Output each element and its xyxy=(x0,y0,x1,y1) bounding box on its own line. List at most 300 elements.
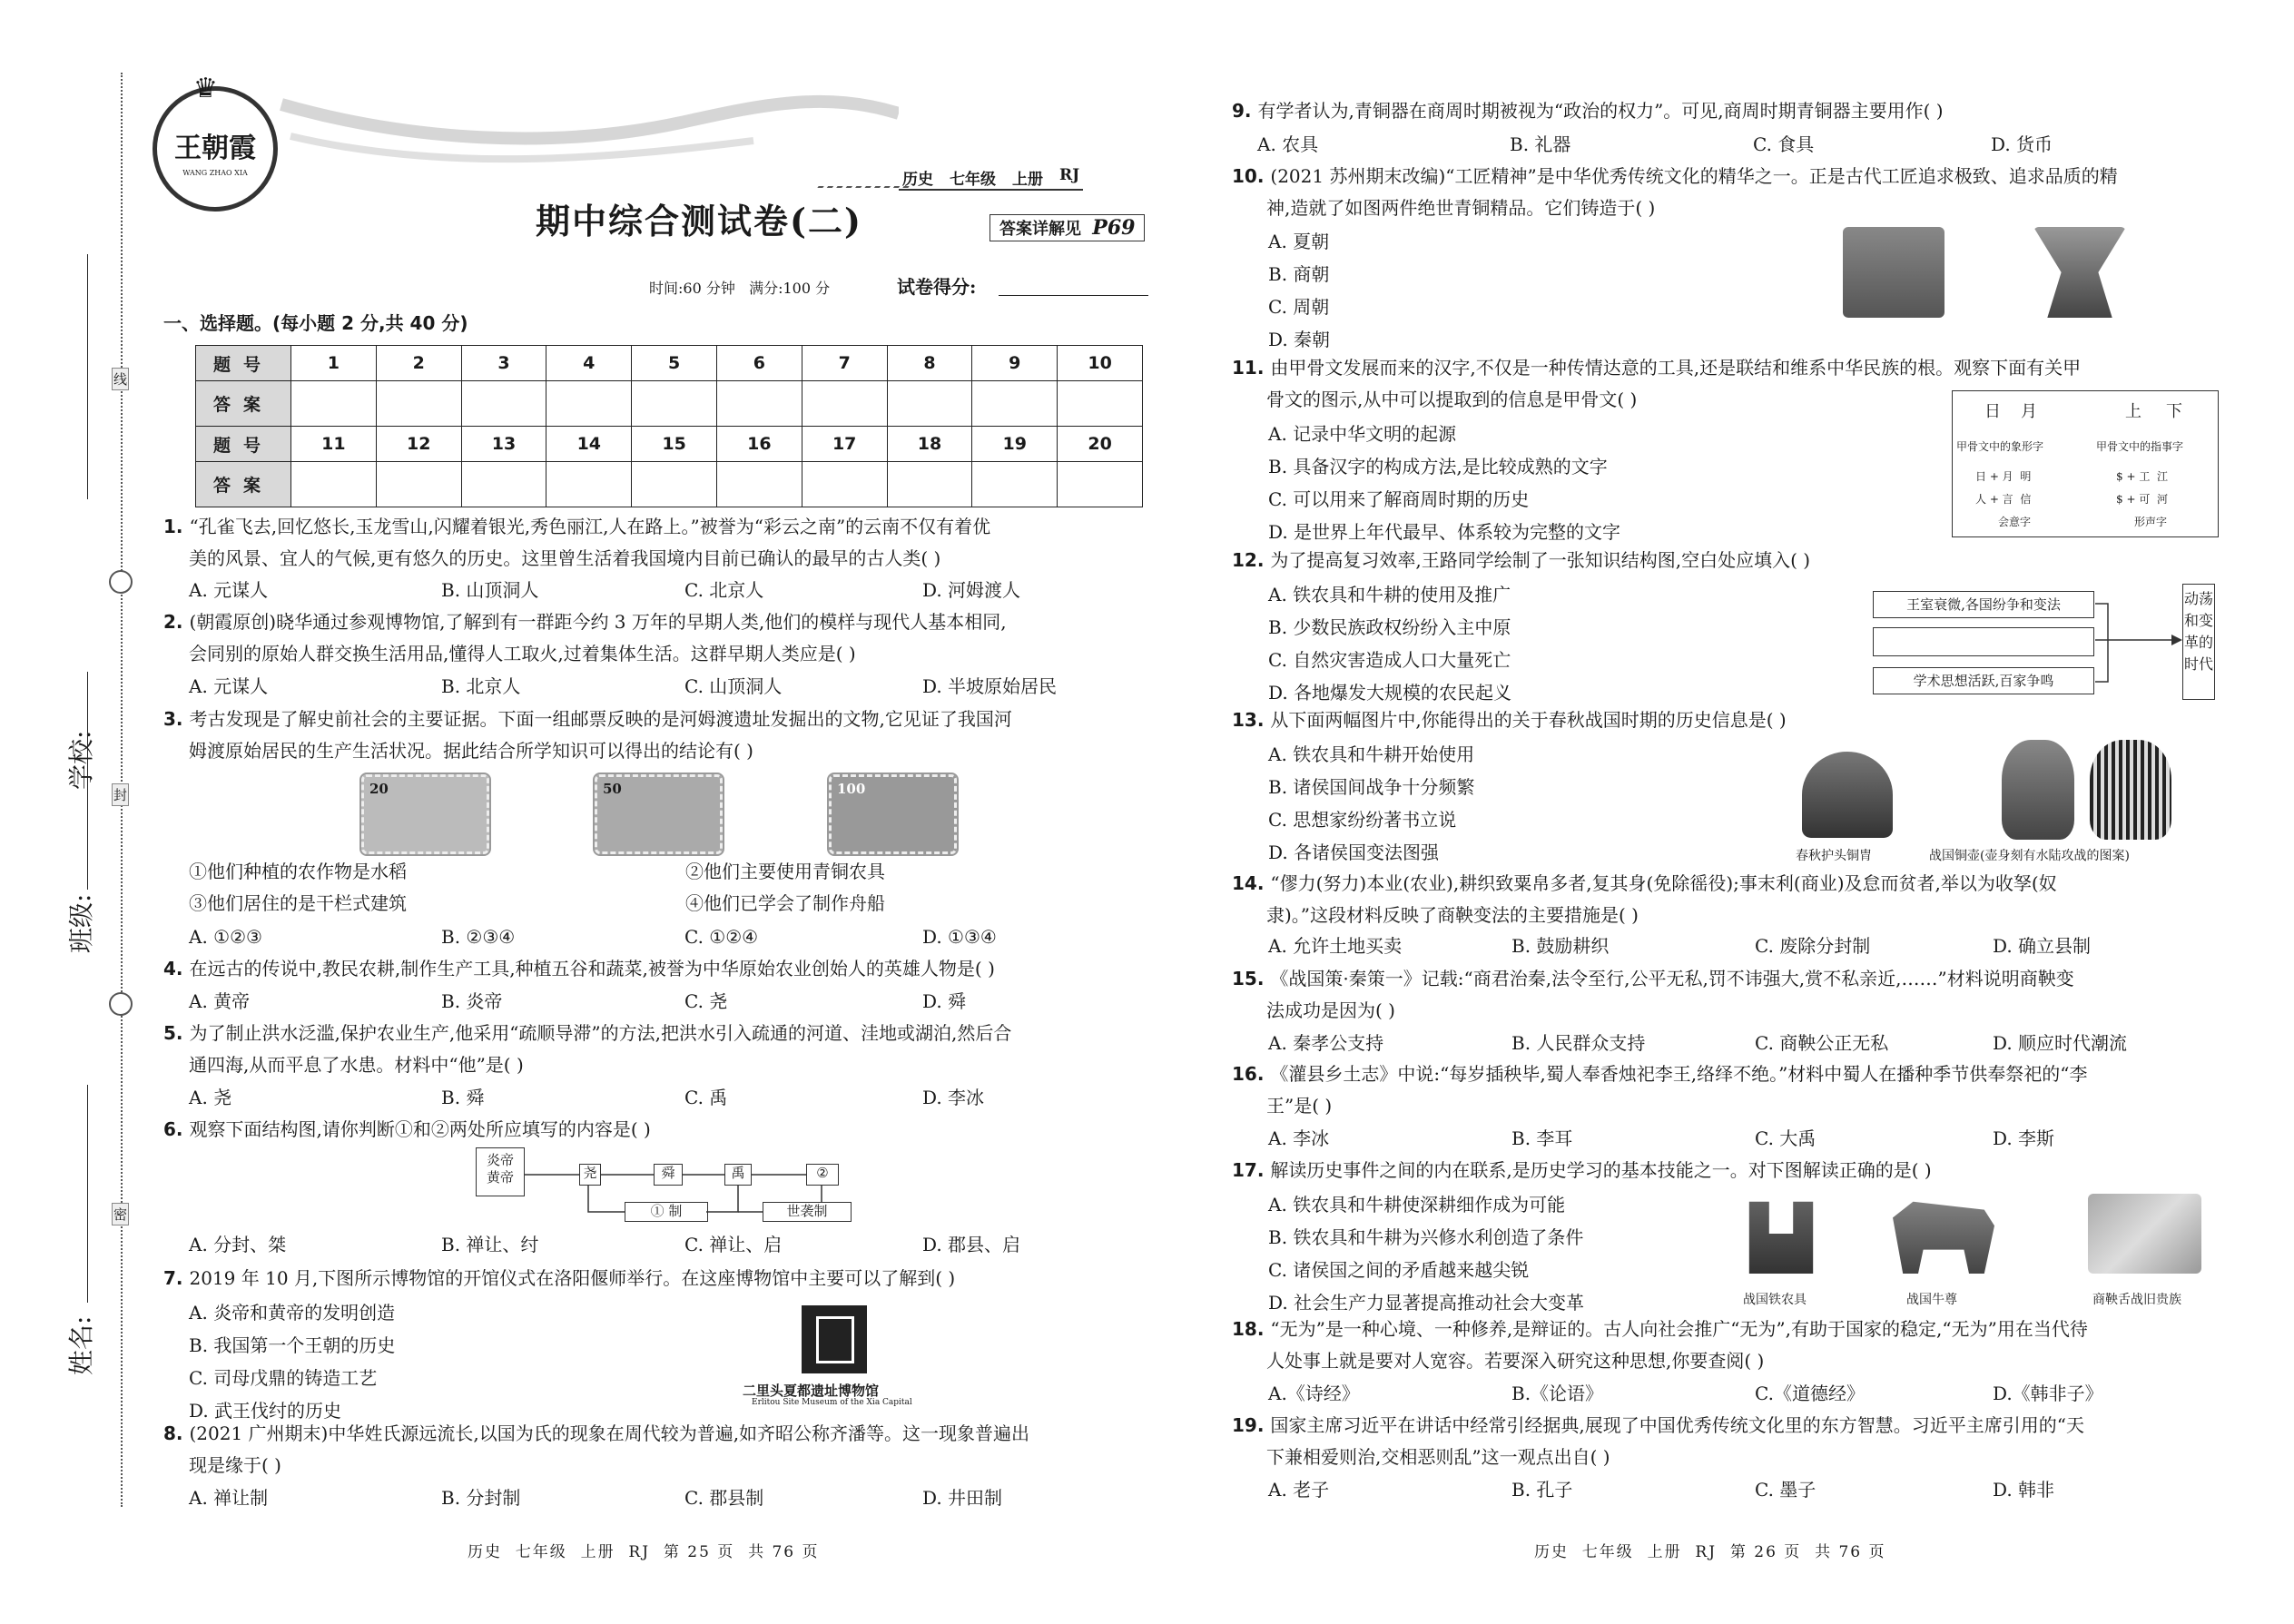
option-d[interactable]: D. 李冰 xyxy=(922,1087,985,1108)
header-ribbon xyxy=(172,86,899,172)
option-d[interactable]: D. 半坡原始居民 xyxy=(922,675,1058,697)
option-a[interactable]: A. 黄帝 xyxy=(189,990,251,1012)
option-d[interactable]: D. ①③④ xyxy=(922,926,997,948)
question-10-text-1: (2021 苏州期末改编)“工匠精神”是中华优秀传统文化的精华之一。正是古代工匠追求极致、追求品质的精 xyxy=(1270,165,2118,187)
binding-mark-mi: 密 xyxy=(112,1203,129,1225)
question-15-text-2: 法成功是因为( ) xyxy=(1266,999,1395,1021)
option-b[interactable]: B. 北京人 xyxy=(441,675,521,697)
diagram-huangdi: 黄帝 xyxy=(486,1168,514,1186)
bronze-zun-image xyxy=(2033,227,2126,318)
stamp-image-3 xyxy=(829,774,957,854)
question-14-text-2: 隶)。”这段材料反映了商鞅变法的主要措施是( ) xyxy=(1266,904,1639,926)
question-number: 13. xyxy=(1232,709,1271,731)
grid-num: 13 xyxy=(461,427,546,462)
answer-cell[interactable] xyxy=(972,381,1058,427)
crown-icon: ♛ xyxy=(193,73,218,104)
option-b[interactable]: B. 人民群众支持 xyxy=(1511,1032,1646,1054)
option-b[interactable]: B. 山顶洞人 xyxy=(441,579,539,601)
question-2-text-2: 会同别的原始人群交换生活用品,懂得人工取火,过着集体生活。这群早期人类应是( ) xyxy=(189,643,856,664)
option-a[interactable]: A. 记录中华文明的起源 xyxy=(1268,423,1457,445)
binding-ring-1 xyxy=(109,570,133,594)
question-5-options xyxy=(189,1083,984,1112)
brand-logo xyxy=(153,73,278,212)
grid-header-ans: 答案 xyxy=(196,462,291,507)
grid-num: 3 xyxy=(461,346,546,381)
option-a[interactable]: A. 禅让制 xyxy=(189,1487,269,1509)
question-7-options xyxy=(189,1296,395,1427)
question-15-text-1: 《战国策·秦策一》记载:“商君治秦,法令至行,公平无私,罚不讳强大,赏不私亲近,……”材料说明商鞅变 xyxy=(1270,968,2074,989)
subject-tags xyxy=(899,166,1083,191)
grid-row-ans-a xyxy=(196,381,1143,427)
question-9 xyxy=(1232,95,1944,127)
question-5-text-1: 为了制止洪水泛滥,保护农业生产,他采用“疏顺导滞”的方法,把洪水引入疏通的河道、洼地或湖泊,然后合 xyxy=(189,1022,1012,1044)
answer-cell[interactable] xyxy=(802,381,887,427)
stamp-image-2 xyxy=(595,774,723,854)
grid-num: 6 xyxy=(716,346,802,381)
grid-header-num: 题号 xyxy=(196,346,291,381)
oracle-jiang: $ + 工 江 xyxy=(2116,470,2168,483)
question-19-text-2: 下兼相爱则治,交相恶则乱”这一观点出自( ) xyxy=(1266,1446,1610,1468)
option-a[interactable]: A. ①②③ xyxy=(189,926,262,948)
name-underline xyxy=(87,1085,88,1303)
option-b[interactable]: B. 具备汉字的构成方法,是比较成熟的文字 xyxy=(1268,456,1608,477)
footer-right: 历史 七年级 上册 RJ 第 26 页 共 76 页 xyxy=(1534,1543,1886,1561)
tag-grade: 七年级 xyxy=(950,171,996,189)
option-a[interactable]: A. 老子 xyxy=(1268,1479,1330,1501)
diagram-box-blank-1: ① 制 xyxy=(625,1202,708,1222)
question-3-statement-1: ①他们种植的农作物是水稻 xyxy=(189,861,407,882)
diagram-box-shun: 舜 xyxy=(654,1164,683,1186)
option-c[interactable]: C. 禹 xyxy=(684,1087,728,1108)
option-a[interactable]: A. 秦孝公支持 xyxy=(1268,1032,1384,1054)
diagram-box-yandi-huangdi xyxy=(476,1147,525,1196)
debate-painting-image xyxy=(2088,1194,2201,1274)
school-label: 学校: xyxy=(66,730,96,790)
grid-num: 9 xyxy=(972,346,1058,381)
grid-num: 5 xyxy=(632,346,717,381)
question-number: 3. xyxy=(163,708,190,730)
question-14 xyxy=(1232,868,2057,931)
option-b[interactable]: B. 少数民族政权纷纷入主中原 xyxy=(1268,616,1511,638)
question-1-options xyxy=(189,576,1020,605)
question-13-text-1: 从下面两幅图片中,你能得出的关于春秋战国时期的历史信息是( ) xyxy=(1270,709,1787,731)
option-d[interactable]: D. 武王伐纣的历史 xyxy=(189,1400,342,1422)
question-3-statement-3: ③他们居住的是干栏式建筑 xyxy=(189,892,407,914)
question-10-options xyxy=(1268,225,1330,356)
question-2 xyxy=(163,606,1007,670)
answer-ref-text: 答案详解见 xyxy=(999,220,1081,239)
museum-logo-glyph xyxy=(816,1316,854,1363)
option-d[interactable]: D. 郡县、启 xyxy=(922,1234,1021,1255)
option-c[interactable]: C. 周朝 xyxy=(1268,296,1330,318)
question-number: 10. xyxy=(1232,165,1271,187)
option-d[interactable]: D. 各诸侯国变法图强 xyxy=(1268,842,1440,863)
pot-caption: 战国铜壶(壶身刻有水陆攻战的图案) xyxy=(1929,849,2130,863)
question-3-text-1: 考古发现是了解史前社会的主要证据。下面一组邮票反映的是河姆渡遗址发掘出的文物,它见证了我国河 xyxy=(189,708,1012,730)
diagram-yandi: 炎帝 xyxy=(486,1152,514,1168)
diagram-box-shixi: 世袭制 xyxy=(763,1202,852,1222)
question-6-text-1: 观察下面结构图,请你判断①和②两处所应填写的内容是( ) xyxy=(189,1118,651,1140)
binding-ring-2 xyxy=(109,992,133,1016)
grid-num: 1 xyxy=(291,346,377,381)
question-18-text-2: 人处事上就是要对人宽容。若要深入研究这种思想,你要查阅( ) xyxy=(1266,1350,1765,1372)
question-number: 5. xyxy=(163,1022,190,1044)
binding-mark-xian: 线 xyxy=(112,368,129,390)
option-d[interactable]: D. 舜 xyxy=(922,990,967,1012)
option-c[interactable]: C. 大禹 xyxy=(1755,1127,1816,1149)
option-c[interactable]: C. 禅让、启 xyxy=(684,1234,783,1255)
question-4-options xyxy=(189,987,966,1016)
option-d[interactable]: D. 河姆渡人 xyxy=(922,579,1021,601)
option-b[interactable]: B. 我国第一个王朝的历史 xyxy=(189,1334,396,1356)
oracle-he: $ + 可 河 xyxy=(2116,493,2168,506)
option-c[interactable]: C. 商鞅公正无私 xyxy=(1755,1032,1889,1054)
question-8-text-2: 现是缘于( ) xyxy=(189,1454,281,1476)
answer-cell[interactable] xyxy=(802,462,887,507)
question-8 xyxy=(163,1418,1029,1481)
exam-meta: 时间:60 分钟 满分:100 分 xyxy=(649,280,831,297)
oracle-xin: 人 + 言 信 xyxy=(1975,493,2032,506)
tag-subject: 历史 xyxy=(902,171,933,189)
option-a[interactable]: A. 炎帝和黄帝的发明创造 xyxy=(189,1302,396,1324)
question-12-text-1: 为了提高复习效率,王路同学绘制了一张知识结构图,空白处应填入( ) xyxy=(1270,549,1811,571)
question-5-text-2: 通四海,从而平息了水患。材料中“他”是( ) xyxy=(189,1054,524,1076)
question-1 xyxy=(163,511,990,575)
question-number: 4. xyxy=(163,958,190,979)
option-c[interactable]: C.《道德经》 xyxy=(1755,1383,1865,1404)
answer-cell[interactable] xyxy=(546,462,632,507)
score-label: 试卷得分: xyxy=(897,276,977,298)
knowledge-box-blank[interactable] xyxy=(1873,627,2094,656)
question-number: 2. xyxy=(163,611,190,633)
option-c[interactable]: C. 墨子 xyxy=(1755,1479,1816,1501)
question-3-text-2: 姆渡原始居民的生产生活状况。据此结合所学知识可以得出的结论有( ) xyxy=(189,740,753,762)
option-a[interactable]: A. 允许土地买卖 xyxy=(1268,935,1403,957)
question-17-options xyxy=(1268,1188,1584,1319)
debate-caption: 商鞅舌战旧贵族 xyxy=(2092,1293,2181,1307)
oracle-down-icon: 下 xyxy=(2166,402,2182,421)
question-5 xyxy=(163,1018,1011,1081)
question-11-text-2: 骨文的图示,从中可以提取到的信息是甲骨文( ) xyxy=(1266,389,1638,410)
page-title: 期中综合测试卷(二) xyxy=(536,201,862,241)
answer-cell[interactable] xyxy=(291,462,377,507)
answer-cell[interactable] xyxy=(1058,381,1143,427)
question-16-options xyxy=(1268,1124,2054,1153)
tag-edition: RJ xyxy=(1059,166,1080,184)
option-d[interactable]: D. 各地爆发大规模的农民起义 xyxy=(1268,682,1512,704)
question-16-text-1: 《灌县乡土志》中说:“每岁插秧毕,蜀人奉香烛祀李王,络绎不绝。”材料中蜀人在播种季节供奉祭祀的“李 xyxy=(1270,1063,2088,1085)
oracle-ming: 日 + 月 明 xyxy=(1975,470,2032,483)
question-number: 16. xyxy=(1232,1063,1271,1085)
brand-text: 王朝霞 xyxy=(174,133,256,164)
option-b[interactable]: B. 诸侯国间战争十分频繁 xyxy=(1268,776,1475,798)
footer-left: 历史 七年级 上册 RJ 第 25 页 共 76 页 xyxy=(468,1543,820,1561)
answer-grid xyxy=(195,345,1143,507)
question-number: 6. xyxy=(163,1118,190,1140)
option-b[interactable]: B. 商朝 xyxy=(1268,263,1330,285)
iron-tool-caption: 战国铁农具 xyxy=(1743,1293,1807,1307)
option-c[interactable]: C. 司母戊鼎的铸造工艺 xyxy=(189,1367,378,1389)
question-3-statement-4: ④他们已学会了制作舟船 xyxy=(685,892,885,914)
school-field[interactable] xyxy=(62,254,98,790)
question-14-text-1: “僇力(努力)本业(农业),耕织致粟帛多者,复其身(免除徭役);事末利(商业)及怠而贫者,举以为收孥(奴 xyxy=(1270,872,2057,894)
question-6-options xyxy=(189,1230,1020,1259)
stamp-value: 100 xyxy=(837,781,866,797)
brand-sub: WANG ZHAO XIA xyxy=(182,169,248,177)
answer-cell[interactable] xyxy=(716,462,802,507)
oracle-bone-panel xyxy=(1952,390,2219,537)
question-number: 14. xyxy=(1232,872,1271,894)
question-13-options xyxy=(1268,738,1474,869)
question-7-text-1: 2019 年 10 月,下图所示博物馆的开馆仪式在洛阳偃师举行。在这座博物馆中主要可以了解到( ) xyxy=(189,1267,956,1289)
option-a[interactable]: A. 夏朝 xyxy=(1268,231,1330,252)
oracle-moon-icon: 月 xyxy=(2021,402,2037,421)
museum-logo xyxy=(802,1305,867,1373)
option-a[interactable]: A. 铁农具和牛耕开始使用 xyxy=(1268,743,1475,765)
option-d[interactable]: D. 是世界上年代最早、体系较为完整的文字 xyxy=(1268,521,1621,543)
option-d[interactable]: D. 社会生产力显著提高推动社会大变革 xyxy=(1268,1292,1585,1314)
answer-cell[interactable] xyxy=(291,381,377,427)
oracle-indicative-label: 甲骨文中的指事字 xyxy=(2096,440,2184,453)
option-b[interactable]: B. 铁农具和牛耕为兴修水利创造了条件 xyxy=(1268,1226,1584,1248)
grid-row-ans-b xyxy=(196,462,1143,507)
option-b[interactable]: B. 舜 xyxy=(441,1087,485,1108)
bronze-pot-pattern-image xyxy=(2090,740,2171,840)
question-2-options xyxy=(189,672,1057,701)
answer-cell[interactable] xyxy=(887,381,972,427)
oracle-pictograph-label: 甲骨文中的象形字 xyxy=(1956,440,2044,453)
question-14-options xyxy=(1268,931,2091,960)
option-c[interactable]: C. 诸侯国之间的矛盾越来越尖锐 xyxy=(1268,1259,1530,1281)
question-15-options xyxy=(1268,1029,2127,1058)
question-17-text-1: 解读历史事件之间的内在联系,是历史学习的基本技能之一。对下图解读正确的是( ) xyxy=(1270,1159,1932,1181)
diagram-box-yu: 禹 xyxy=(724,1164,752,1186)
question-16-text-2: 王”是( ) xyxy=(1266,1095,1333,1117)
stamp-image-1 xyxy=(361,774,489,854)
grid-num: 12 xyxy=(376,427,461,462)
answer-cell[interactable] xyxy=(546,381,632,427)
answer-cell[interactable] xyxy=(716,381,802,427)
grid-num: 10 xyxy=(1058,346,1143,381)
class-label: 班级: xyxy=(66,893,96,953)
question-9-options xyxy=(1257,130,2053,159)
option-d[interactable]: D. 确立县制 xyxy=(1993,935,2092,957)
answer-cell[interactable] xyxy=(632,381,717,427)
grid-num: 20 xyxy=(1058,427,1143,462)
answer-cell[interactable] xyxy=(972,462,1058,507)
question-1-text-2: 美的风景、宜人的气候,更有悠久的历史。这里曾生活着我国境内目前已确认的最早的古人类( ) xyxy=(189,547,941,569)
grid-num: 17 xyxy=(802,427,887,462)
grid-row-num-a xyxy=(196,346,1143,381)
stamp-value: 20 xyxy=(369,781,389,797)
option-b[interactable]: B.《论语》 xyxy=(1511,1383,1604,1404)
stamp-value: 50 xyxy=(603,781,622,797)
question-number: 15. xyxy=(1232,968,1271,989)
option-d[interactable]: D. 顺应时代潮流 xyxy=(1993,1032,2128,1054)
museum-name: 二里头夏都遗址博物馆 xyxy=(743,1383,880,1399)
question-12 xyxy=(1232,545,1810,576)
question-3-options xyxy=(189,922,997,951)
option-c[interactable]: C. 废除分封制 xyxy=(1755,935,1871,957)
answer-ref-page: P69 xyxy=(1092,216,1136,240)
question-6 xyxy=(163,1114,651,1146)
question-number: 12. xyxy=(1232,549,1271,571)
answer-ref-box xyxy=(989,214,1145,241)
school-underline xyxy=(87,254,88,499)
bronze-helmet-image xyxy=(1802,752,1893,838)
option-d[interactable]: D. 井田制 xyxy=(922,1487,1003,1509)
question-16 xyxy=(1232,1058,2088,1122)
binding-mark-feng: 封 xyxy=(112,783,129,806)
knowledge-result-box: 动荡和变革的时代 xyxy=(2182,584,2215,700)
question-number: 17. xyxy=(1232,1159,1271,1181)
tag-volume: 上册 xyxy=(1012,171,1043,189)
option-d[interactable]: D. 货币 xyxy=(1991,133,2053,155)
ox-zun-caption: 战国牛尊 xyxy=(1906,1293,1957,1307)
grid-header-ans: 答案 xyxy=(196,381,291,427)
question-19-options xyxy=(1268,1475,2054,1504)
diagram-box-blank-2: ② xyxy=(806,1164,839,1186)
question-1-text-1: “孔雀飞去,回忆悠长,玉龙雪山,闪耀着银光,秀色丽江,人在路上。”被誉为“彩云之南”的云南不仅有着优 xyxy=(189,516,991,537)
option-c[interactable]: C. 可以用来了解商周时期的历史 xyxy=(1268,488,1530,510)
option-a[interactable]: A.《诗经》 xyxy=(1268,1383,1360,1404)
question-10 xyxy=(1232,161,2118,224)
answer-cell[interactable] xyxy=(1058,462,1143,507)
question-number: 19. xyxy=(1232,1414,1271,1436)
question-9-text-1: 有学者认为,青铜器在商周时期被视为“政治的权力”。可见,商周时期青铜器主要用作( ) xyxy=(1257,100,1944,122)
grid-num: 16 xyxy=(716,427,802,462)
option-a[interactable]: A. 元谋人 xyxy=(189,675,269,697)
knowledge-diagram xyxy=(1870,584,2215,702)
option-c[interactable]: C. 郡县制 xyxy=(684,1487,764,1509)
option-c[interactable]: C. ①②④ xyxy=(684,926,759,948)
option-d[interactable]: D. 韩非 xyxy=(1993,1479,2055,1501)
answer-cell[interactable] xyxy=(376,381,461,427)
helmet-caption: 春秋护头铜胄 xyxy=(1796,849,1872,863)
option-d[interactable]: D.《韩非子》 xyxy=(1993,1383,2103,1404)
question-19-text-1: 国家主席习近平在讲话中经常引经据典,展现了中国优秀传统文化里的东方智慧。习近平主席引用的“天 xyxy=(1270,1414,2084,1436)
option-c[interactable]: C. 思想家纷纷著书立说 xyxy=(1268,809,1457,831)
grid-num: 18 xyxy=(887,427,972,462)
answer-cell[interactable] xyxy=(887,462,972,507)
score-field[interactable] xyxy=(999,293,1148,296)
option-b[interactable]: B. 禅让、纣 xyxy=(441,1234,539,1255)
oracle-up-icon: 上 xyxy=(2125,402,2141,421)
question-18-text-1: “无为”是一种心境、一种修养,是辩证的。古人向社会推广“无为”,有助于国家的稳定,“无为”用在当代待 xyxy=(1270,1318,2088,1340)
grid-num: 14 xyxy=(546,427,632,462)
answer-cell[interactable] xyxy=(632,462,717,507)
option-a[interactable]: A. 分封、桀 xyxy=(189,1234,287,1255)
bronze-ding-image xyxy=(1843,227,1944,318)
answer-cell[interactable] xyxy=(461,381,546,427)
option-b[interactable]: B. 鼓励耕织 xyxy=(1511,935,1610,957)
question-3-statement-2: ②他们主要使用青铜农具 xyxy=(685,861,885,882)
name-label: 姓名: xyxy=(66,1315,96,1375)
grid-header-num: 题号 xyxy=(196,427,291,462)
option-d[interactable]: D. 秦朝 xyxy=(1268,329,1331,350)
option-a[interactable]: A. 尧 xyxy=(189,1087,232,1108)
class-underline xyxy=(87,672,88,890)
option-a[interactable]: A. 元谋人 xyxy=(189,579,269,601)
question-10-text-2: 神,造就了如图两件绝世青铜精品。它们铸造于( ) xyxy=(1266,197,1656,219)
question-7 xyxy=(163,1263,955,1294)
question-number: 18. xyxy=(1232,1318,1271,1340)
grid-num: 8 xyxy=(887,346,972,381)
question-4 xyxy=(163,953,995,985)
grid-num: 19 xyxy=(972,427,1058,462)
oracle-ideograph-label: 会意字 xyxy=(1998,516,2032,528)
option-a[interactable]: A. 铁农具和牛耕使深耕细作成为可能 xyxy=(1268,1194,1566,1216)
question-15 xyxy=(1232,963,2074,1027)
question-8-options xyxy=(189,1483,1002,1512)
question-11-text-1: 由甲骨文发展而来的汉字,不仅是一种传情达意的工具,还是联结和维系中华民族的根。观察下面有关甲 xyxy=(1270,357,2082,379)
bronze-pot-image xyxy=(2002,740,2074,840)
oracle-sun-icon: 日 xyxy=(1984,402,2001,421)
option-a[interactable]: A. 李冰 xyxy=(1268,1127,1330,1149)
option-a[interactable]: A. 铁农具和牛耕的使用及推广 xyxy=(1268,584,1511,605)
question-number: 11. xyxy=(1232,357,1271,379)
question-number: 8. xyxy=(163,1422,190,1444)
question-17 xyxy=(1232,1155,1932,1186)
grid-num: 7 xyxy=(802,346,887,381)
section-title: 一、选择题。(每小题 2 分,共 40 分) xyxy=(163,312,468,334)
answer-cell[interactable] xyxy=(376,462,461,507)
question-number: 9. xyxy=(1232,100,1258,122)
knowledge-box-3: 学术思想活跃,百家争鸣 xyxy=(1873,667,2094,694)
name-field[interactable] xyxy=(62,1085,98,1393)
oracle-phonetic-label: 形声字 xyxy=(2134,516,2168,528)
structure-diagram xyxy=(472,1146,853,1224)
option-a[interactable]: A. 农具 xyxy=(1257,133,1319,155)
question-11-options xyxy=(1268,418,1620,548)
class-field[interactable] xyxy=(62,672,98,962)
question-8-text-1: (2021 广州期末)中华姓氏源远流长,以国为氏的现象在周代较为普遍,如齐昭公称齐潘等。这一现象普遍出 xyxy=(189,1422,1030,1444)
grid-num: 11 xyxy=(291,427,377,462)
option-b[interactable]: B. 礼器 xyxy=(1510,133,1571,155)
question-4-text-1: 在远古的传说中,教民农耕,制作生产工具,种植五谷和蔬菜,被誉为中华原始农业创始人的英雄人物是( ) xyxy=(189,958,995,979)
option-c[interactable]: C. 山顶洞人 xyxy=(684,675,783,697)
museum-name-en: Erlitou Site Museum of the Xia Capital xyxy=(752,1398,912,1407)
grid-num: 15 xyxy=(632,427,717,462)
option-b[interactable]: B. 孔子 xyxy=(1511,1479,1573,1501)
grid-row-num-b xyxy=(196,427,1143,462)
option-c[interactable]: C. 自然灾害造成人口大量死亡 xyxy=(1268,649,1511,671)
option-b[interactable]: B. 分封制 xyxy=(441,1487,521,1509)
option-b[interactable]: B. 李耳 xyxy=(1511,1127,1573,1149)
option-c[interactable]: C. 食具 xyxy=(1753,133,1815,155)
question-13 xyxy=(1232,704,1787,736)
question-2-text-1: (朝霞原创)晓华通过参观博物馆,了解到有一群距今约 3 万年的早期人类,他们的模样与现代人基本相同, xyxy=(189,611,1007,633)
question-number: 7. xyxy=(163,1267,190,1289)
option-c[interactable]: C. 北京人 xyxy=(684,579,764,601)
answer-cell[interactable] xyxy=(461,462,546,507)
option-b[interactable]: B. 炎帝 xyxy=(441,990,503,1012)
option-d[interactable]: D. 李斯 xyxy=(1993,1127,2055,1149)
question-12-options xyxy=(1268,578,1511,709)
question-18 xyxy=(1232,1314,2088,1377)
option-b[interactable]: B. ②③④ xyxy=(441,926,516,948)
ox-zun-image xyxy=(1893,1194,1994,1274)
iron-tool-image xyxy=(1741,1194,1821,1274)
question-number: 1. xyxy=(163,516,190,537)
grid-num: 4 xyxy=(546,346,632,381)
question-18-options xyxy=(1268,1379,2103,1408)
option-c[interactable]: C. 尧 xyxy=(684,990,728,1012)
question-3 xyxy=(163,704,1012,767)
grid-num: 2 xyxy=(376,346,461,381)
question-19 xyxy=(1232,1410,2084,1473)
diagram-box-yao: 尧 xyxy=(579,1164,601,1186)
